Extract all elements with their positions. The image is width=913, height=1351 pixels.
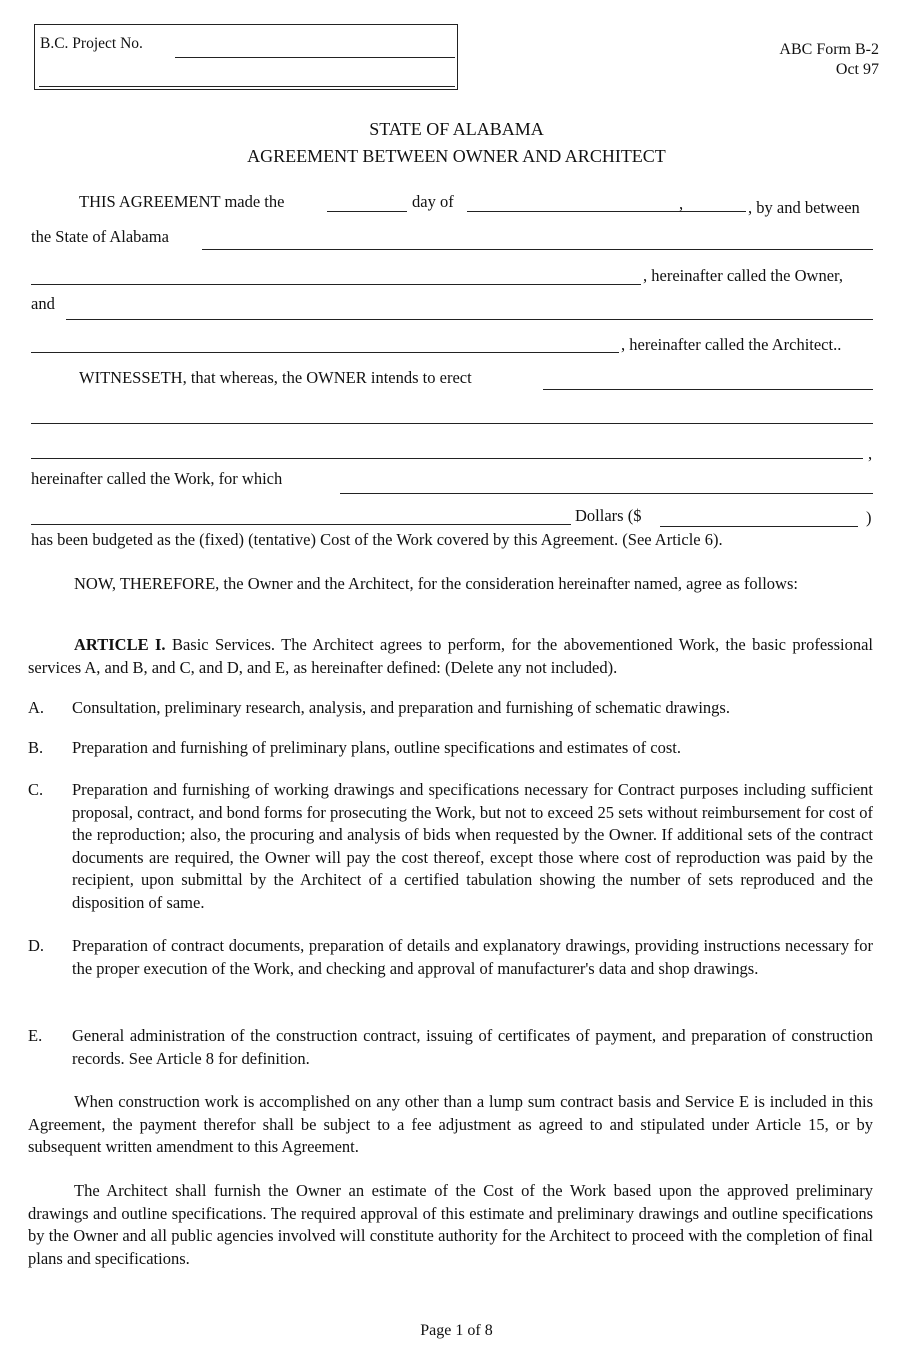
form-identifier <box>779 40 879 80</box>
service-letter: E. <box>28 1026 43 1045</box>
architect-name-field[interactable] <box>66 319 873 320</box>
title-agreement: AGREEMENT BETWEEN OWNER AND ARCHITECT <box>247 146 666 166</box>
estimate-paragraph: The Architect shall furnish the Owner an estimate of the Cost of the Work based upon the approved preliminary drawings and outline specifications. The required approval of this estimate and preliminary drawings and outline specifications by the Owner and all public agencies involved will constitute authority for the Architect to proceed with the completion of final plans and specifications. <box>28 1181 873 1268</box>
year-field[interactable] <box>666 211 746 212</box>
project-number-box <box>34 24 458 90</box>
close-paren: ) <box>866 508 872 527</box>
day-field[interactable] <box>327 211 407 212</box>
day-of-label: day of <box>412 192 454 211</box>
budget-words-field[interactable] <box>340 493 873 494</box>
comma-label: , <box>679 194 684 213</box>
service-letter: D. <box>28 936 45 955</box>
project-number-field[interactable] <box>175 57 455 58</box>
trailing-comma: , <box>868 444 873 463</box>
and-label: and <box>31 294 55 313</box>
service-item-c <box>28 779 873 914</box>
agreement-made-label: THIS AGREEMENT made the <box>79 192 285 211</box>
project-number-field-2[interactable] <box>39 86 455 87</box>
state-of-alabama-label: the State of Alabama <box>31 227 169 246</box>
owner-called-label: , hereinafter called the Owner, <box>643 266 843 285</box>
service-text: Preparation and furnishing of preliminary plans, outline specifications and estimates of cost. <box>72 738 681 757</box>
architect-name-field-2[interactable] <box>31 352 619 353</box>
project-number-label: B.C. Project No. <box>40 35 143 52</box>
service-text: Consultation, preliminary research, analysis, and preparation and furnishing of schematic drawings. <box>72 698 730 717</box>
owner-agency-field-2[interactable] <box>31 284 641 285</box>
service-letter: A. <box>28 698 45 717</box>
title-state: STATE OF ALABAMA <box>369 119 544 139</box>
form-date: Oct 97 <box>835 61 879 78</box>
service-item-a <box>28 697 873 720</box>
service-item-b <box>28 737 873 760</box>
owner-agency-field[interactable] <box>202 249 873 250</box>
service-item-e <box>28 1025 873 1070</box>
witnesseth-label: WITNESSETH, that whereas, the OWNER intends to erect <box>79 368 472 387</box>
page-number: Page 1 of 8 <box>420 1322 493 1339</box>
now-therefore-paragraph: NOW, THEREFORE, the Owner and the Architect, for the consideration hereinafter named, agree as follows: <box>74 574 798 593</box>
form-id: ABC Form B-2 <box>779 41 879 58</box>
service-text: Preparation and furnishing of working drawings and specifications necessary for Contract purposes including sufficient proposal, contract, and bond forms for prosecuting the Work, but not to exceed 25 sets without reimbursement for cost of the reproduction; also, the procuring and analysis of bids when requested by the Owner. If additional sets of the contract documents are required, the Owner will pay the cost thereof, except those where cost of reproduction was paid by the recipient, upon submittal by the Architect of a certified tabulation showing the number of sets reproduced and the disposition of same. <box>72 780 873 912</box>
budgeted-text: has been budgeted as the (fixed) (tentative) Cost of the Work covered by this Agreement. (See Article 6). <box>31 530 723 549</box>
budget-amount-field[interactable] <box>660 526 858 527</box>
dollars-label: Dollars ($ <box>575 506 642 525</box>
service-letter: C. <box>28 780 44 799</box>
project-description-field-2[interactable] <box>31 423 873 424</box>
service-letter: B. <box>28 738 44 757</box>
month-field[interactable] <box>467 211 677 212</box>
service-text: Preparation of contract documents, preparation of details and explanatory drawings, providing instructions necessary for the proper execution of the Work, and checking and approval of manufacturer's data and shop drawings. <box>72 936 873 978</box>
article-1-text: Basic Services. The Architect agrees to perform, for the abovementioned Work, the basic professional services A, and B, and C, and D, and E, as hereinafter defined: (Delete any not included). <box>28 635 874 677</box>
architect-called-label: , hereinafter called the Architect.. <box>621 335 842 354</box>
work-called-label: hereinafter called the Work, for which <box>31 469 283 488</box>
project-description-field-3[interactable] <box>31 458 863 459</box>
article-1-paragraph <box>28 634 873 679</box>
project-description-field[interactable] <box>543 389 873 390</box>
article-1-heading: ARTICLE I. <box>74 635 166 654</box>
service-text: General administration of the construction contract, issuing of certificates of payment, and preparation of construction records. See Article 8 for definition. <box>72 1026 873 1068</box>
service-item-d <box>28 935 873 980</box>
lump-sum-paragraph: When construction work is accomplished on any other than a lump sum contract basis and Service E is included in this Agreement, the payment therefor shall be subject to a fee adjustment as agreed to and stipulated under Article 15, or by subsequent written amendment to this Agreement. <box>28 1092 873 1156</box>
by-and-between-label: , by and between <box>748 198 860 217</box>
budget-words-field-2[interactable] <box>31 524 571 525</box>
